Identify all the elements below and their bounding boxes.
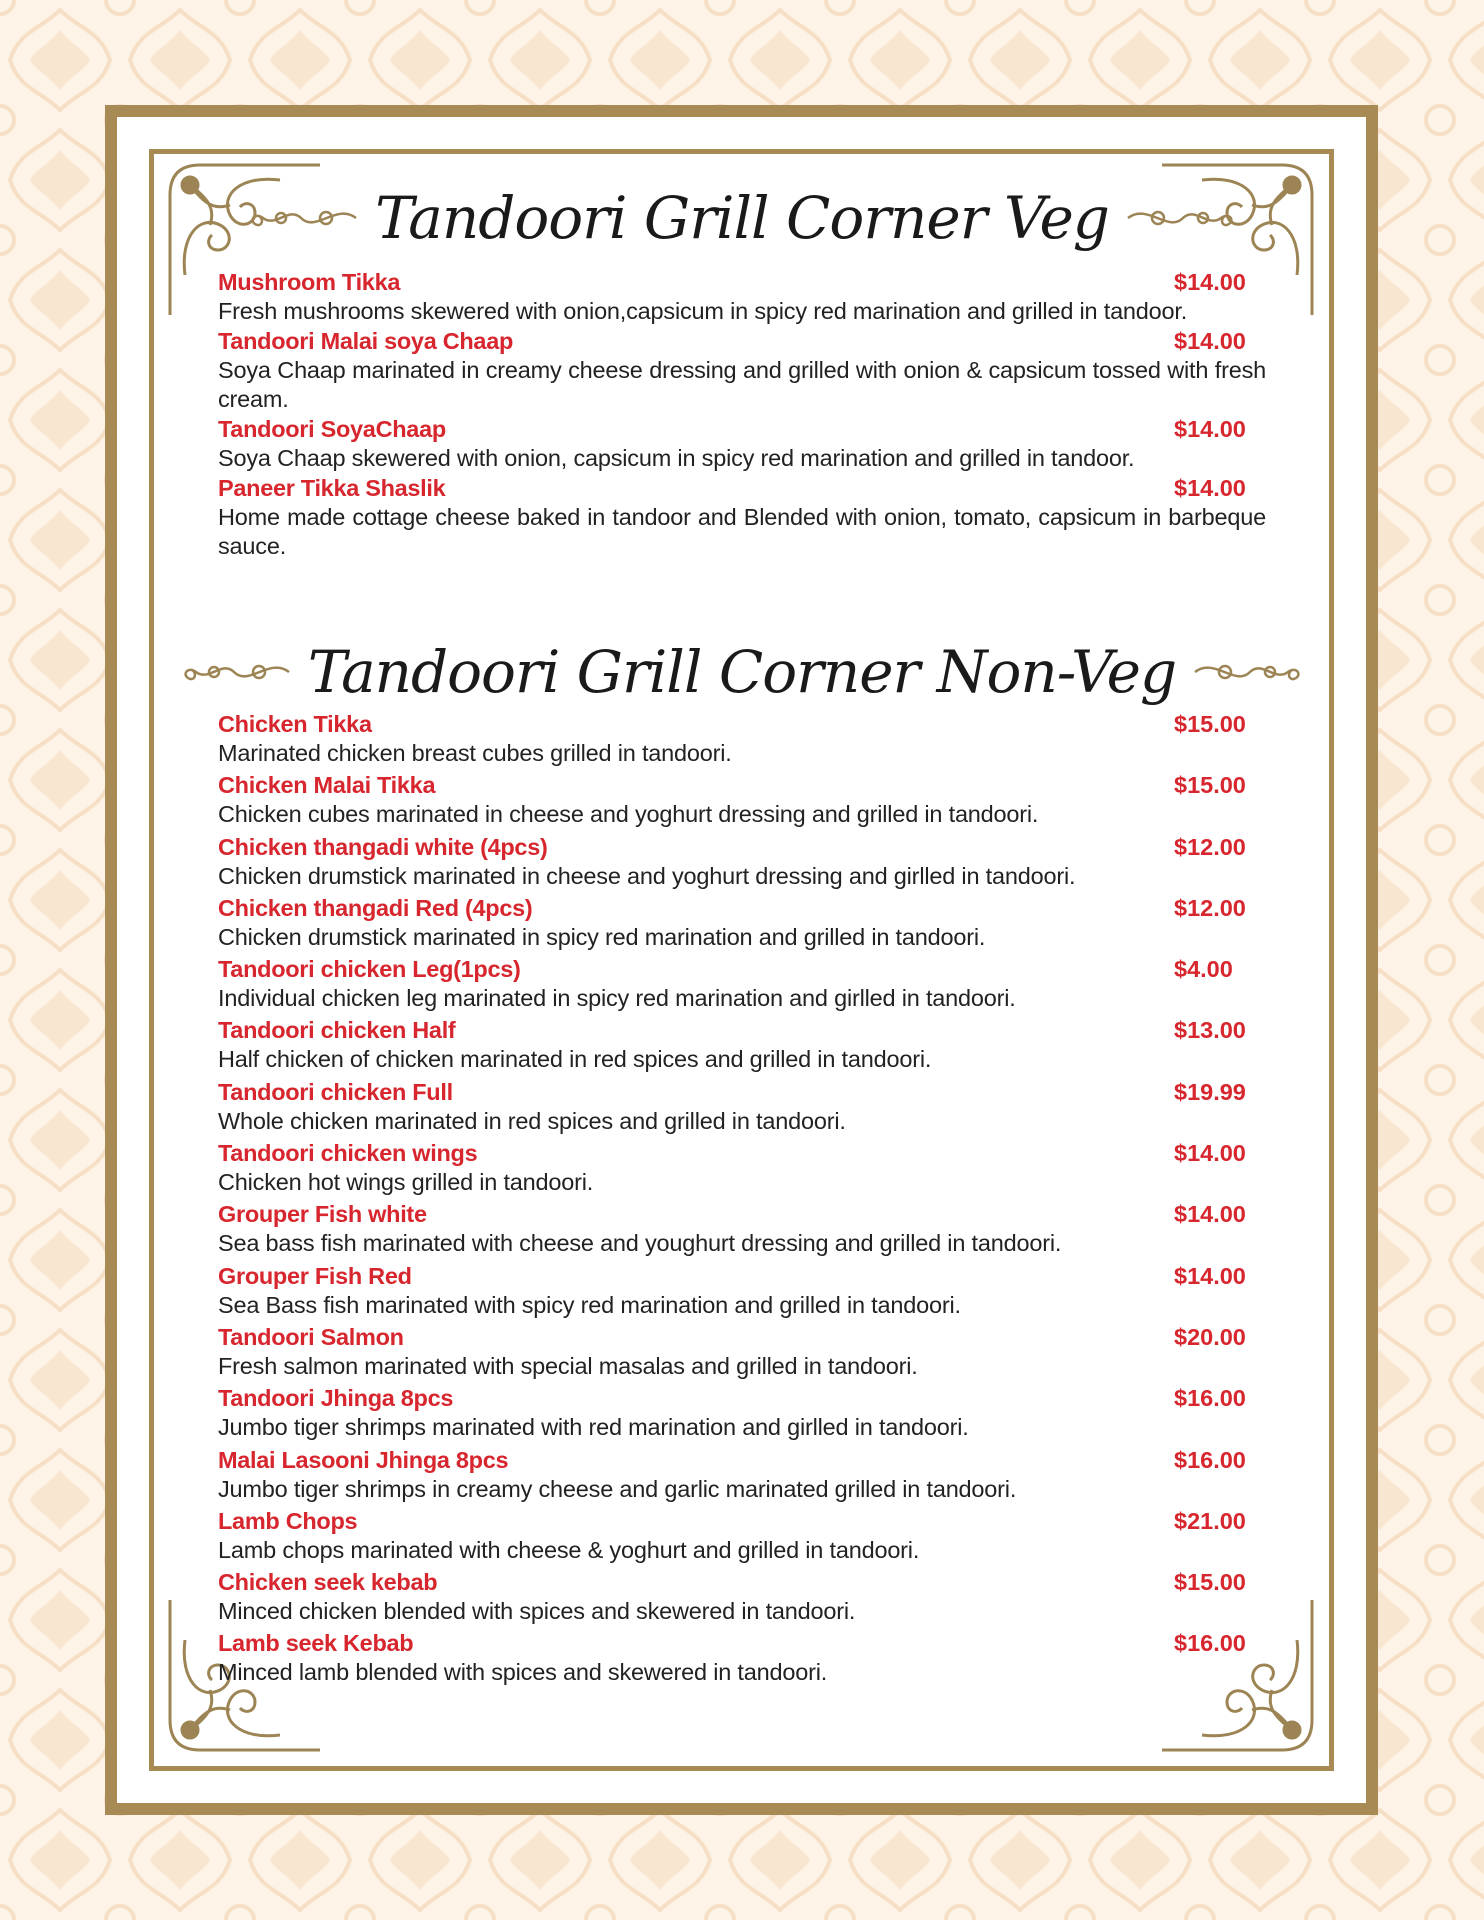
item-name: Malai Lasooni Jhinga 8pcs	[218, 1446, 509, 1473]
item-name: Chicken thangadi white (4pcs)	[218, 833, 548, 860]
item-description: Marinated chicken breast cubes grilled in tandoori.	[218, 740, 732, 766]
menu-item	[218, 1384, 1266, 1445]
item-price: $15.00	[1174, 1569, 1246, 1596]
item-description: Lamb chops marinated with cheese & yoghurt and grilled in tandoori.	[218, 1536, 920, 1563]
menu-item	[218, 894, 1266, 955]
menu-item	[218, 268, 1266, 326]
item-name: Mushroom Tikka	[218, 269, 401, 295]
item-price: $14.00	[1174, 1140, 1246, 1167]
item-description: Fresh mushrooms skewered with onion,capsicum in spicy red marination and grilled in tandoor.	[218, 298, 1188, 324]
menu-item	[218, 1139, 1266, 1200]
item-price: $16.00	[1174, 1446, 1246, 1473]
item-description: Fresh salmon marinated with special masalas and grilled in tandoori.	[218, 1352, 918, 1379]
flourish-left-icon	[241, 198, 361, 238]
item-description: Half chicken of chicken marinated in red spices and grilled in tandoori.	[218, 1046, 932, 1073]
menu-item	[218, 1568, 1266, 1629]
menu-item	[218, 1323, 1266, 1384]
item-name: Tandoori chicken wings	[218, 1140, 478, 1167]
menu-item	[218, 1078, 1266, 1139]
item-name: Tandoori SoyaChaap	[218, 416, 446, 442]
item-price: $16.00	[1174, 1385, 1246, 1412]
item-description: Sea Bass fish marinated with spicy red marination and grilled in tandoori.	[218, 1291, 961, 1318]
item-name: Chicken thangadi Red (4pcs)	[218, 894, 533, 921]
menu-item	[218, 1446, 1266, 1507]
item-description: Individual chicken leg marinated in spicy red marination and girlled in tandoori.	[218, 985, 1016, 1012]
menu-item	[218, 1262, 1266, 1323]
section-heading-nonveg	[0, 638, 1484, 706]
item-name: Lamb Chops	[218, 1507, 358, 1534]
item-description: Chicken drumstick marinated in cheese and yoghurt dressing and girlled in tandoori.	[218, 862, 1076, 889]
menu-item	[218, 1507, 1266, 1568]
menu-item	[218, 833, 1266, 894]
menu-item	[218, 955, 1266, 1016]
menu-item	[218, 1016, 1266, 1077]
item-name: Tandoori chicken Full	[218, 1078, 453, 1105]
item-name: Tandoori chicken Half	[218, 1017, 456, 1044]
item-name: Grouper Fish white	[218, 1201, 427, 1228]
item-price: $14.00	[1174, 1201, 1246, 1228]
item-price: $14.00	[1174, 475, 1246, 501]
item-name: Chicken Tikka	[218, 711, 372, 737]
item-price: $19.99	[1174, 1078, 1246, 1105]
item-price: $14.00	[1174, 1262, 1246, 1289]
flourish-left-icon	[174, 652, 294, 692]
item-name: Tandoori Jhinga 8pcs	[218, 1385, 454, 1412]
item-price: $16.00	[1174, 1630, 1246, 1657]
item-description: Jumbo tiger shrimps in creamy cheese and garlic marinated grilled in tandoori.	[218, 1475, 1017, 1502]
item-name: Chicken seek kebab	[218, 1569, 438, 1596]
section-heading-veg	[0, 184, 1484, 252]
item-description: Sea bass fish marinated with cheese and youghurt dressing and grilled in tandoori.	[218, 1230, 1062, 1257]
item-description: Chicken cubes marinated in cheese and yoghurt dressing and grilled in tandoori.	[218, 801, 1039, 828]
menu-item	[218, 474, 1266, 561]
section-title-veg: Tandoori Grill Corner Veg	[375, 184, 1109, 252]
menu-item	[218, 710, 1266, 771]
item-price: $20.00	[1174, 1323, 1246, 1350]
item-description: Chicken drumstick marinated in spicy red marination and grilled in tandoori.	[218, 923, 986, 950]
item-price: $21.00	[1174, 1507, 1246, 1534]
item-price: $14.00	[1174, 416, 1246, 442]
item-price: $12.00	[1174, 833, 1246, 860]
item-price: $15.00	[1174, 772, 1246, 799]
item-name: Paneer Tikka Shaslik	[218, 475, 446, 501]
item-description: Chicken hot wings grilled in tandoori.	[218, 1169, 594, 1196]
item-name: Grouper Fish Red	[218, 1262, 412, 1289]
item-name: Chicken Malai Tikka	[218, 772, 436, 799]
menu-item	[218, 327, 1266, 414]
item-name: Tandoori Salmon	[218, 1323, 404, 1350]
section-title-nonveg: Tandoori Grill Corner Non-Veg	[307, 638, 1177, 706]
item-name: Lamb seek Kebab	[218, 1630, 414, 1657]
item-name: Tandoori Malai soya Chaap	[218, 328, 514, 354]
item-price: $13.00	[1174, 1017, 1246, 1044]
item-description: Whole chicken marinated in red spices and grilled in tandoori.	[218, 1107, 846, 1134]
item-name: Tandoori chicken Leg(1pcs)	[218, 956, 521, 983]
item-price: $4.00	[1174, 956, 1233, 983]
menu-item	[218, 1200, 1266, 1261]
item-description: Jumbo tiger shrimps marinated with red marination and girlled in tandoori.	[218, 1414, 969, 1441]
item-price: $12.00	[1174, 894, 1246, 921]
nonveg-menu-list	[218, 710, 1266, 1691]
item-description: Soya Chaap marinated in creamy cheese dressing and grilled with onion & capsicum tossed with fresh cream.	[218, 357, 1266, 412]
menu-item	[218, 771, 1266, 832]
item-description: Minced chicken blended with spices and skewered in tandoori.	[218, 1598, 856, 1625]
item-price: $15.00	[1174, 711, 1246, 737]
item-description: Soya Chaap skewered with onion, capsicum in spicy red marination and grilled in tandoor.	[218, 445, 1135, 471]
item-price: $14.00	[1174, 269, 1246, 295]
item-price: $14.00	[1174, 328, 1246, 354]
veg-menu-list	[218, 268, 1266, 562]
item-description: Minced lamb blended with spices and skewered in tandoori.	[218, 1659, 828, 1686]
flourish-right-icon	[1190, 652, 1310, 692]
menu-item	[218, 415, 1266, 473]
item-description: Home made cottage cheese baked in tandoor and Blended with onion, tomato, capsicum in barbeque sauce.	[218, 504, 1266, 559]
flourish-right-icon	[1123, 198, 1243, 238]
menu-item	[218, 1629, 1266, 1690]
